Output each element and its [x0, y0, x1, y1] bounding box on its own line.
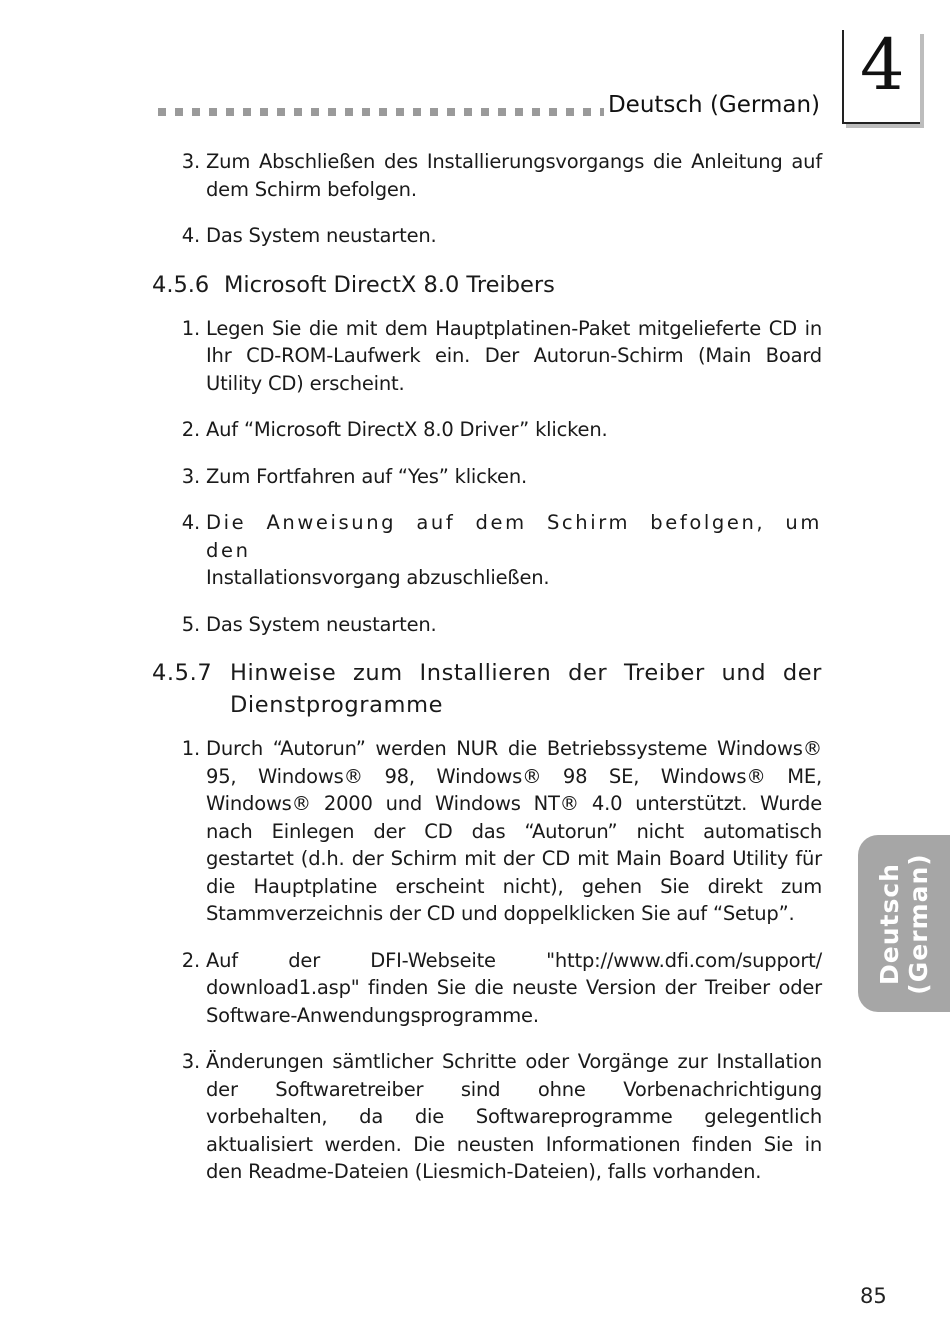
list-item-number: 3. [181, 464, 200, 488]
list-item-text: Auf “Microsoft DirectX 8.0 Driver” klicken. [206, 418, 608, 441]
list-item-text: Das System neustarten. [206, 612, 437, 636]
list-item-text-line1: Die Anweisung auf dem Schirm befolgen, um den [206, 511, 822, 562]
list-item-number: 2. [181, 948, 200, 972]
page-content [152, 148, 822, 1205]
directx-list [152, 315, 822, 639]
header-title: Deutsch (German) [607, 92, 820, 118]
section-number: 4.5.7 [152, 660, 213, 686]
list-item-number: 3. [181, 150, 200, 173]
notes-list [152, 735, 822, 1186]
list-item-text: Das System neustarten. [206, 224, 437, 247]
list-item [181, 222, 822, 250]
chapter-number: 4 [860, 24, 905, 106]
list-item-text: Durch “Autorun” werden NUR die Betriebssysteme Windows® 95, Windows® 98, Windows® 98 SE, Windows® ME, Windows® 2000 und Windows NT® 4.0 unterstützt. Wurde nach Einlegen der CD das “Autorun” nicht automatisch gestartet (d.h. der Schirm mit der CD mit Main Board Utility für die Hauptplatine erscheint nicht), gehen Sie direkt zum Stammverzeichnis der CD und doppelklicken Sie auf “Setup”. [206, 737, 822, 925]
list-item [181, 611, 822, 639]
section-number: 4.5.6 [152, 271, 210, 298]
continued-list [152, 148, 822, 250]
section-heading-456 [152, 269, 822, 301]
list-item-number: 2. [181, 418, 200, 441]
list-item-text-line2: Installationsvorgang abzuschließen. [206, 566, 550, 589]
list-item [181, 947, 822, 1030]
list-item-text: Zum Fortfahren auf “Yes” klicken. [206, 464, 527, 488]
header-dotted-rule [158, 108, 604, 116]
list-item-text: Änderungen sämtlicher Schritte oder Vorgänge zur Installation der Softwaretreiber sind ohne Vorbenachrichtigung vorbehalten, da die Softwareprogramme gelegentlich aktualisiert werden. Die neusten Informationen finden Sie in den Readme-Dateien (Liesmich-Dateien), falls vorhanden. [206, 1050, 822, 1183]
list-item-number: 1. [181, 737, 200, 760]
list-item-text: Legen Sie die mit dem Hauptplatinen-Paket mitgelieferte CD in Ihr CD-ROM-Laufwerk ein. Der Autorun-Schirm (Main Board Utility CD) erscheint. [206, 316, 822, 395]
list-item [181, 509, 822, 592]
list-item [181, 416, 822, 444]
list-item [181, 735, 822, 928]
list-item [181, 315, 822, 398]
list-item-number: 4. [181, 511, 200, 534]
list-item-number: 5. [181, 612, 200, 636]
side-language-tab [858, 835, 950, 1012]
list-item [181, 148, 822, 203]
list-item-number: 4. [181, 224, 200, 247]
list-item [181, 1048, 822, 1186]
section-title: Hinweise zum Installieren der Treiber und der Dienstprogramme [230, 660, 822, 718]
list-item-text: Zum Abschließen des Installierungsvorgangs die Anleitung auf dem Schirm befolgen. [206, 150, 822, 201]
side-tab-label [875, 853, 933, 994]
section-heading-457 [152, 657, 822, 721]
list-item-number: 1. [181, 316, 200, 340]
side-tab-line2: (German) [904, 852, 933, 995]
list-item [181, 463, 822, 491]
page-number: 85 [860, 1284, 887, 1308]
list-item-number: 3. [181, 1050, 200, 1073]
side-tab-line1: Deutsch [875, 862, 904, 985]
section-title: Microsoft DirectX 8.0 Treibers [224, 271, 555, 298]
list-item-text: Auf der DFI-Webseite "http://www.dfi.com/support/ download1.asp" finden Sie die neuste Version der Treiber oder Software-Anwendungsprogramme. [206, 948, 822, 1027]
